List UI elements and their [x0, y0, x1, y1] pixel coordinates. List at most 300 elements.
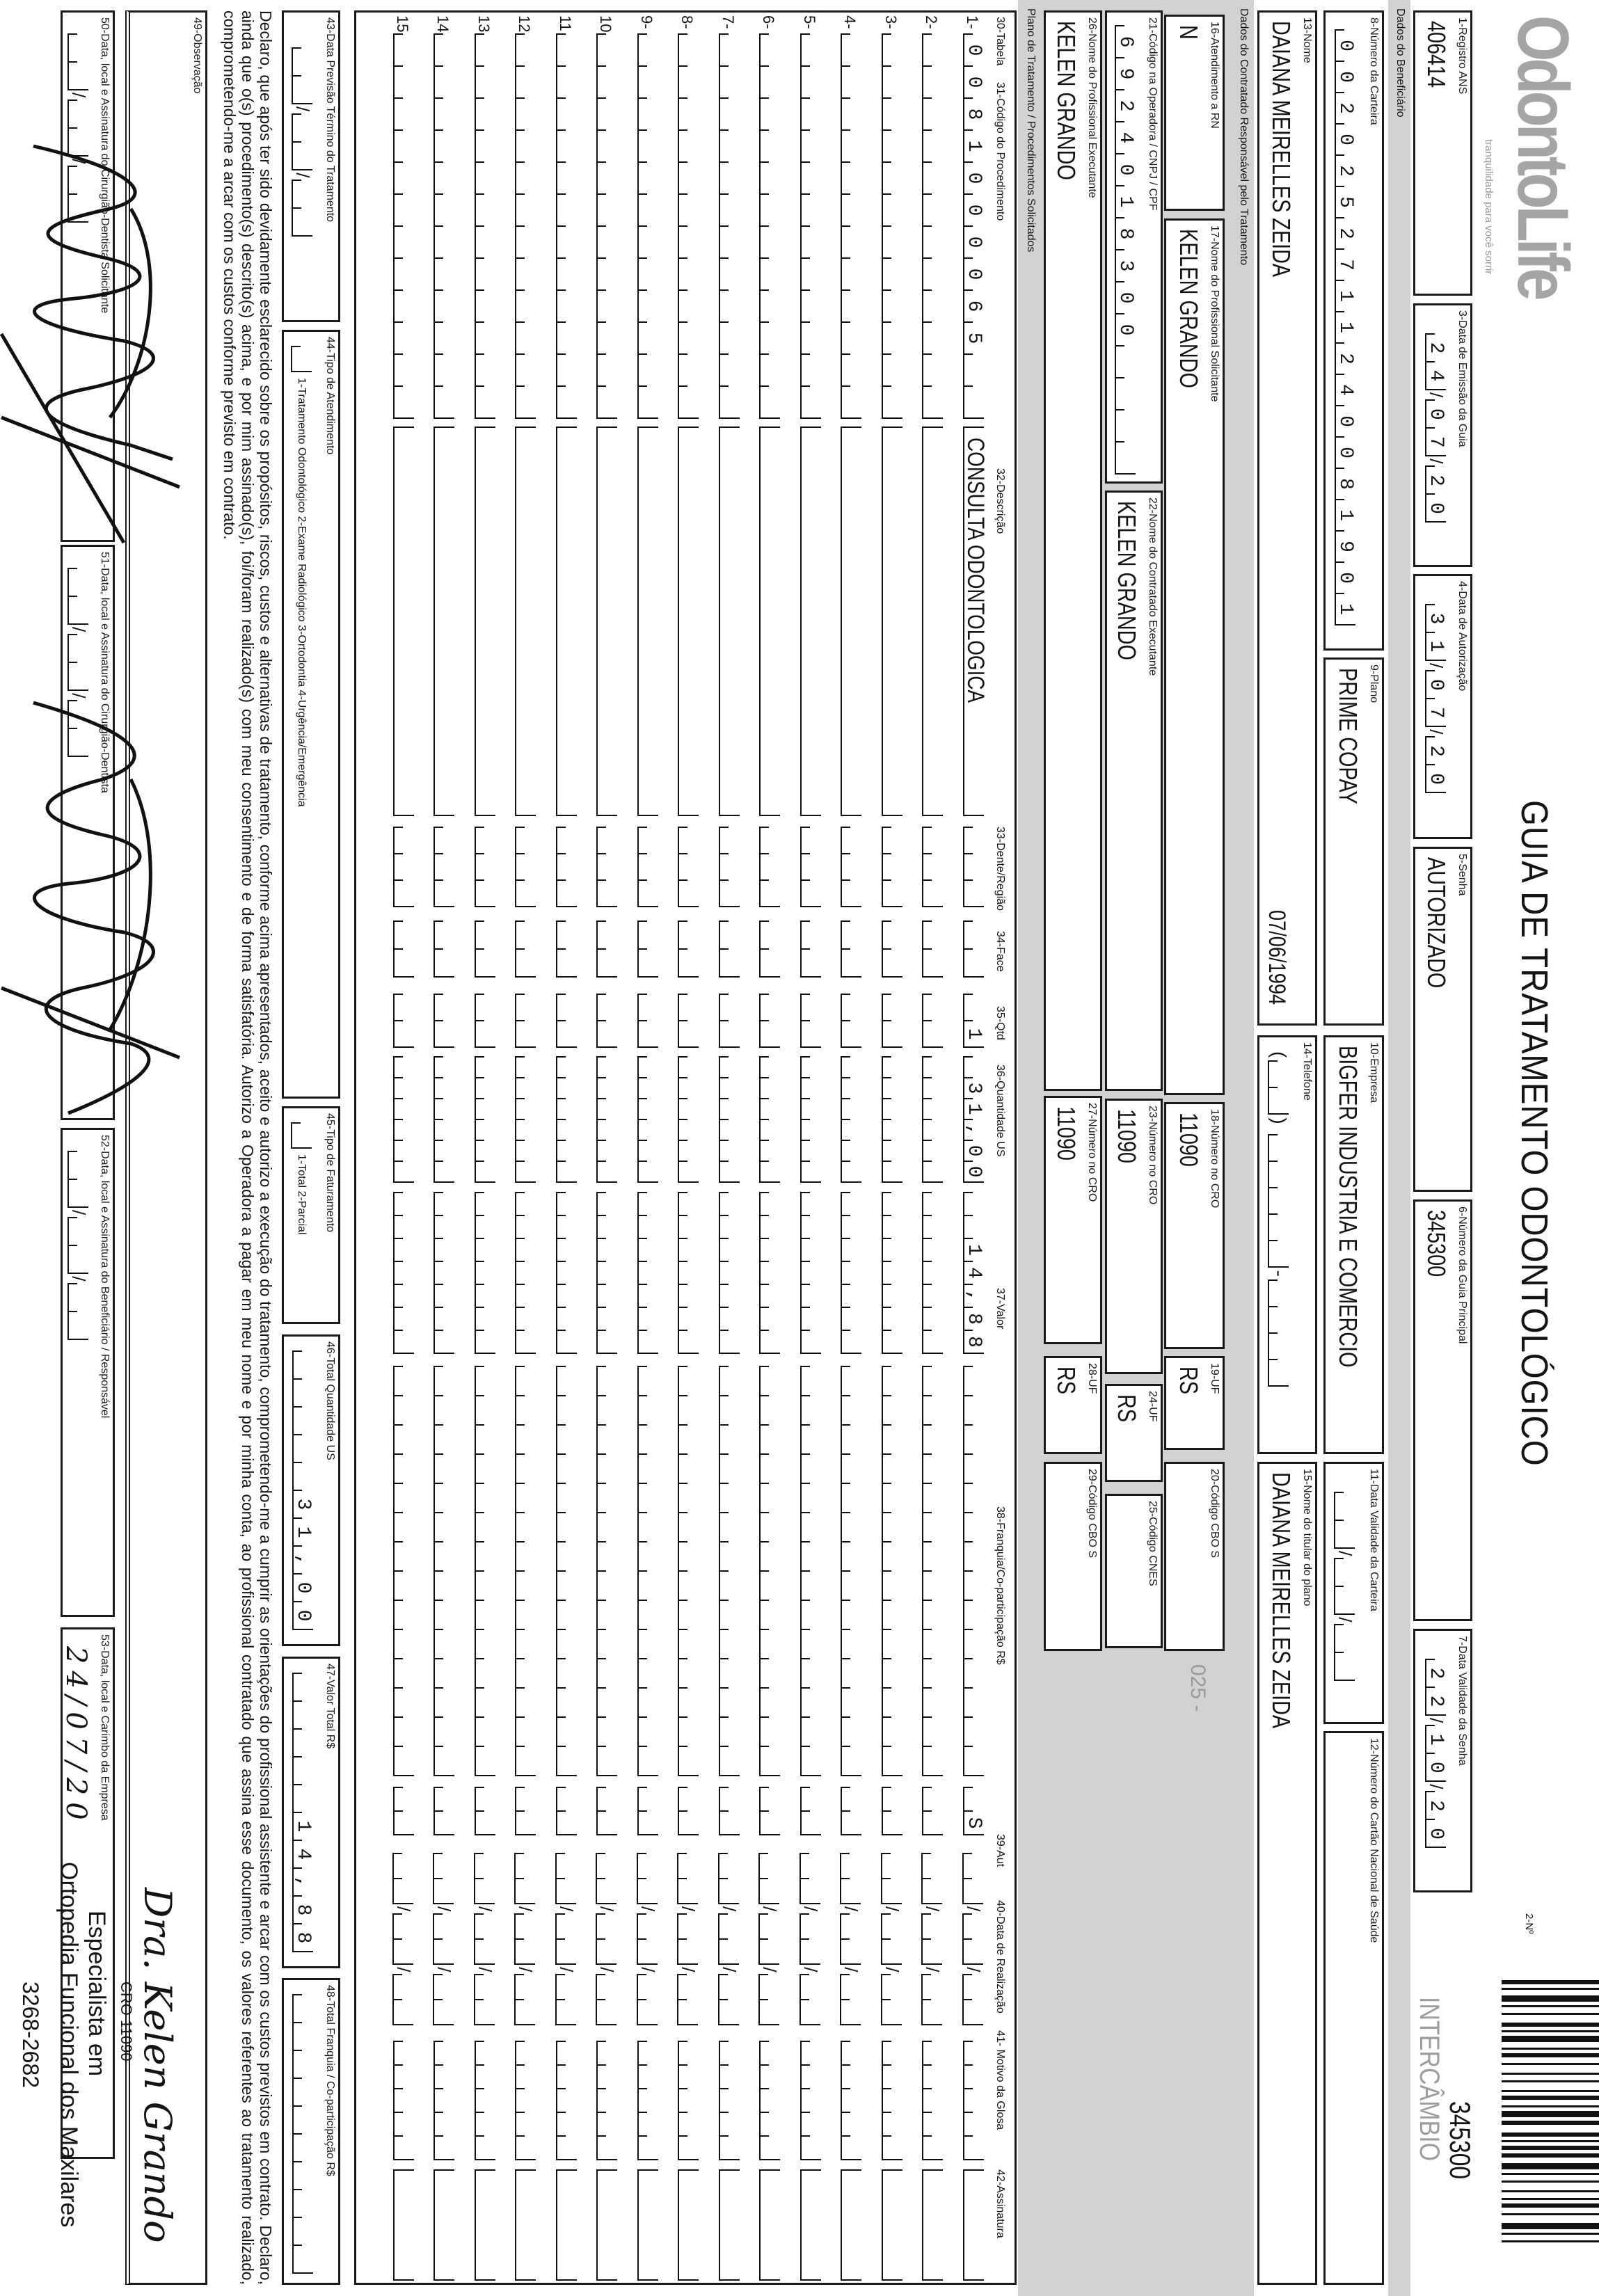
cro-prof-executante-field[interactable]: [1044, 1096, 1102, 1344]
cell-assinatura[interactable]: [597, 2169, 618, 2281]
field-label: 21-Código na Operadora / CNPJ / CPF: [1147, 17, 1159, 211]
cell-aut[interactable]: [597, 1787, 618, 1835]
cell-aut[interactable]: [719, 1787, 740, 1835]
cell-assinatura[interactable]: [516, 2169, 536, 2281]
cell-descricao[interactable]: [719, 426, 740, 816]
cell-descricao[interactable]: [760, 426, 781, 816]
cell-qtd[interactable]: [475, 994, 495, 1048]
codigo-operadora-field[interactable]: [1105, 10, 1163, 484]
cell-dente[interactable]: [637, 827, 658, 907]
cell-qtd[interactable]: [963, 994, 985, 1055]
cell-face[interactable]: [841, 920, 862, 978]
cell-descricao[interactable]: [393, 426, 414, 816]
cell-valor[interactable]: [678, 1192, 699, 1354]
cell-motivo[interactable]: [597, 2041, 618, 2160]
plano-field[interactable]: [1323, 657, 1384, 1026]
barcode: [1502, 1980, 1599, 2293]
barcode-bar: [1502, 2203, 1599, 2208]
cell-descricao[interactable]: [516, 426, 536, 816]
cell-dente[interactable]: [434, 827, 455, 907]
cell-aut[interactable]: [963, 1787, 985, 1841]
guia-principal-field[interactable]: [1413, 1199, 1472, 1621]
cell-face[interactable]: [556, 920, 577, 978]
cell-assinatura[interactable]: [800, 2169, 821, 2281]
col-header-codigo: 31-Código do Procedimento: [994, 82, 1006, 221]
cell-dente[interactable]: [760, 827, 781, 907]
assinatura-solicitante-field[interactable]: [61, 10, 115, 542]
cell-dente[interactable]: [719, 827, 740, 907]
cell-valor[interactable]: [719, 1192, 740, 1354]
field-label: 27-Número no CRO: [1086, 1103, 1098, 1202]
section-beneficiario: [1388, 0, 1410, 2296]
cell-dente[interactable]: [393, 827, 414, 907]
assinatura-executante-field[interactable]: [61, 545, 115, 1120]
cell-qtd[interactable]: [841, 994, 862, 1048]
barcode-bar: [1502, 2090, 1599, 2092]
cell-qtd_us[interactable]: [434, 1056, 455, 1183]
cell-descricao[interactable]: [923, 426, 944, 816]
cell-dente[interactable]: [516, 827, 536, 907]
cell-qtd_us[interactable]: [393, 1056, 414, 1183]
cell-descricao[interactable]: [882, 426, 902, 816]
cell-aut[interactable]: [475, 1787, 495, 1835]
cell-dente[interactable]: [923, 827, 944, 907]
cell-valor[interactable]: [882, 1192, 902, 1354]
cell-motivo[interactable]: [963, 2041, 984, 2160]
stamp-specialty-2: Ortopedia Funcional dos Maxilares: [56, 1862, 82, 2228]
cell-descricao[interactable]: [434, 426, 455, 816]
cell-face[interactable]: [678, 920, 699, 978]
cell-qtd_us[interactable]: [719, 1056, 740, 1183]
field-label: 48-Total Franquia / Co-participação R$: [324, 1985, 336, 2176]
cell-motivo[interactable]: [719, 2041, 740, 2160]
cell-data[interactable]: [596, 1853, 618, 2025]
cell-qtd[interactable]: [434, 994, 455, 1048]
cell-aut[interactable]: [923, 1787, 944, 1835]
cell-face[interactable]: [800, 920, 821, 978]
col-header-qtd: 35-Qtd: [994, 1006, 1006, 1040]
cell-data[interactable]: [678, 1853, 699, 2025]
cell-qtd[interactable]: [800, 994, 821, 1048]
cell-qtd_us[interactable]: [678, 1056, 699, 1183]
cell-motivo[interactable]: [800, 2041, 821, 2160]
barcode-bar: [1502, 2063, 1599, 2065]
cbo-executante-field[interactable]: [1044, 1462, 1102, 1651]
col-header-dente: 33-Dente/Região: [994, 827, 1006, 911]
cell-codigo[interactable]: [516, 33, 536, 419]
cell-codigo[interactable]: [475, 33, 495, 419]
stamp-specialty-1: Especialista em: [83, 1911, 110, 2077]
barcode-bar: [1502, 2105, 1599, 2107]
cell-data[interactable]: [922, 1853, 944, 2025]
senha-field[interactable]: [1413, 847, 1472, 1192]
cell-data[interactable]: [637, 1853, 658, 2025]
cell-face[interactable]: [475, 920, 495, 978]
cell-qtd_us[interactable]: [475, 1056, 495, 1183]
cell-value: 0081000065: [963, 44, 985, 365]
section-title: Dados do Contratado Responsável pelo Tratamento: [1238, 8, 1250, 266]
barcode-bar: [1502, 2190, 1599, 2192]
tipo-atendimento-input[interactable]: [291, 346, 312, 372]
field-value: 11090: [1175, 1113, 1203, 1167]
cell-dente[interactable]: [882, 827, 902, 907]
cell-qtd[interactable]: [882, 994, 902, 1048]
cell-face[interactable]: [760, 920, 781, 978]
tipo-atendimento-field[interactable]: [282, 330, 340, 1099]
field-label: 15-Nome do titular do plano: [1301, 1469, 1313, 1607]
field-value: 406414: [1422, 21, 1451, 88]
nome-field[interactable]: [1257, 10, 1317, 1026]
cell-motivo[interactable]: [678, 2041, 699, 2160]
cell-franquia[interactable]: [475, 1366, 495, 1776]
field-label: 6-Número da Guia Principal: [1456, 1206, 1468, 1344]
titular-field[interactable]: [1257, 1462, 1317, 2285]
row-number: 13: [475, 15, 493, 33]
validade-senha-field[interactable]: [1413, 1629, 1472, 1892]
cell-face[interactable]: [923, 920, 944, 978]
cell-assinatura[interactable]: [923, 2169, 944, 2281]
date-input[interactable]: [1425, 1659, 1447, 1856]
cell-qtd[interactable]: [637, 994, 658, 1048]
cell-data[interactable]: [392, 1853, 414, 2025]
cell-codigo[interactable]: [678, 33, 699, 419]
cell-qtd_us[interactable]: [963, 1056, 985, 1187]
field-label: 29-Código CBO S: [1086, 1469, 1098, 1558]
cell-aut[interactable]: [516, 1787, 536, 1835]
cell-motivo[interactable]: [516, 2041, 536, 2160]
data-emissao-field[interactable]: [1413, 303, 1472, 567]
cell-data[interactable]: [881, 1853, 902, 2025]
cell-descricao[interactable]: [841, 426, 862, 816]
cell-qtd[interactable]: [760, 994, 781, 1048]
cell-franquia[interactable]: [393, 1366, 414, 1776]
cell-motivo[interactable]: [882, 2041, 902, 2160]
cell-franquia[interactable]: [637, 1366, 658, 1776]
field-value: DAIANA MEIRELLES ZEIDA: [1267, 1472, 1296, 1729]
cell-motivo[interactable]: [760, 2041, 781, 2160]
cell-data[interactable]: [841, 1853, 862, 2025]
cell-motivo[interactable]: [841, 2041, 862, 2160]
cell-codigo[interactable]: [882, 33, 902, 419]
cell-data[interactable]: [474, 1853, 495, 2025]
cell-descricao[interactable]: [678, 426, 699, 816]
field-value: 6924018300: [1115, 35, 1136, 356]
cell-valor[interactable]: [556, 1192, 577, 1354]
cell-motivo[interactable]: [923, 2041, 944, 2160]
telefone-field[interactable]: [1257, 1035, 1317, 1454]
year: 20: [1425, 745, 1447, 802]
cell-face[interactable]: [963, 920, 984, 978]
contratado-executante-field[interactable]: [1105, 491, 1163, 1091]
cell-valor[interactable]: [637, 1192, 658, 1354]
field-label: 19-UF: [1209, 1363, 1220, 1394]
carteira-field[interactable]: [1323, 10, 1384, 651]
cell-assinatura[interactable]: [678, 2169, 699, 2281]
field-value: RS: [1113, 1394, 1141, 1423]
cell-franquia[interactable]: [882, 1366, 902, 1776]
cell-value: 14,88: [963, 1244, 985, 1360]
cell-qtd_us[interactable]: [841, 1056, 862, 1183]
row-number: 3-: [882, 15, 900, 29]
cell-dente[interactable]: [800, 827, 821, 907]
barcode-bar: [1502, 1988, 1599, 1990]
field-value: BIGFER INDUSTRIA E COMERCIO: [1334, 1046, 1362, 1368]
field-label: 7-Data Validade da Senha: [1456, 1636, 1468, 1766]
cell-aut[interactable]: [678, 1787, 699, 1835]
stamp-phone: 3268-2682: [18, 1982, 43, 2089]
field-value: 31,00: [292, 1498, 314, 1638]
field-value: 0020252711240081901: [1335, 40, 1356, 635]
cell-aut[interactable]: [841, 1787, 862, 1835]
month: 10: [1425, 1733, 1447, 1789]
date-input[interactable]: [1334, 1492, 1355, 1681]
cell-motivo[interactable]: [434, 2041, 455, 2160]
tipo-faturamento-field[interactable]: [282, 1106, 340, 1324]
cell-face[interactable]: [434, 920, 455, 978]
cns-field[interactable]: [1323, 1731, 1384, 2285]
cell-descricao[interactable]: [962, 426, 989, 816]
cro-executante-field[interactable]: [1105, 1099, 1163, 1374]
validade-carteira-field[interactable]: [1323, 1462, 1384, 1724]
cell-qtd[interactable]: [678, 994, 699, 1048]
cbo-solicitante-field[interactable]: [1164, 1462, 1225, 1651]
cell-assinatura[interactable]: [393, 2169, 414, 2281]
cell-assinatura[interactable]: [760, 2169, 781, 2281]
barcode-bar: [1502, 2080, 1599, 2082]
day: 24: [1425, 342, 1447, 398]
cell-codigo[interactable]: [597, 33, 618, 419]
cell-qtd[interactable]: [516, 994, 536, 1048]
cell-codigo[interactable]: [963, 33, 984, 419]
cell-valor[interactable]: [434, 1192, 455, 1354]
barcode-bar: [1502, 2036, 1599, 2042]
cell-assinatura[interactable]: [556, 2169, 577, 2281]
cell-motivo[interactable]: [393, 2041, 414, 2160]
total-qtd-us-field[interactable]: [282, 1334, 340, 1646]
field-label: 8-Número da Carteira: [1368, 17, 1380, 125]
cell-aut[interactable]: [760, 1787, 781, 1835]
barcode-bar: [1502, 1995, 1599, 2002]
cell-valor[interactable]: [923, 1192, 944, 1354]
cell-qtd[interactable]: [597, 994, 618, 1048]
cell-aut[interactable]: [800, 1787, 821, 1835]
cell-descricao[interactable]: [597, 426, 618, 816]
field-label: 47-Valor Total R$: [324, 1664, 336, 1749]
cell-data[interactable]: [515, 1853, 536, 2025]
cell-qtd[interactable]: [556, 994, 577, 1048]
cell-dente[interactable]: [678, 827, 699, 907]
profissional-executante-field[interactable]: [1044, 10, 1102, 1091]
field-label: 20-Código CBO S: [1209, 1469, 1220, 1558]
cell-descricao[interactable]: [475, 426, 495, 816]
cell-aut[interactable]: [434, 1787, 455, 1835]
cell-assinatura[interactable]: [434, 2169, 455, 2281]
col-header-assinatura: 42-Assinatura: [994, 2169, 1006, 2238]
assinatura-beneficiario-field[interactable]: [61, 1128, 115, 1617]
cell-valor[interactable]: [760, 1192, 781, 1354]
barcode-bar: [1502, 2030, 1599, 2032]
cell-descricao[interactable]: [637, 426, 658, 816]
cell-qtd_us[interactable]: [637, 1056, 658, 1183]
cell-qtd[interactable]: [719, 994, 740, 1048]
cell-codigo[interactable]: [393, 33, 414, 419]
cell-data[interactable]: [962, 1853, 984, 2025]
cell-value: 1: [963, 1028, 985, 1055]
date-input[interactable]: [1425, 333, 1447, 531]
cell-dente[interactable]: [475, 827, 495, 907]
cell-qtd[interactable]: [393, 994, 414, 1048]
date-input[interactable]: [292, 47, 313, 237]
cell-valor[interactable]: [963, 1192, 985, 1360]
cell-qtd_us[interactable]: [597, 1056, 618, 1183]
cell-franquia[interactable]: [516, 1366, 536, 1776]
uf-solicitante-field[interactable]: [1164, 1356, 1225, 1450]
field-label: 44-Tipo de Atendimento: [324, 337, 336, 455]
cell-valor[interactable]: [516, 1192, 536, 1354]
field-label: 43-Data Previsão Término do Tratamento: [324, 17, 336, 223]
procedures-table: [354, 10, 1017, 2285]
cell-qtd_us[interactable]: [923, 1056, 944, 1183]
cnes-field[interactable]: [1105, 1494, 1163, 1648]
cell-motivo[interactable]: [637, 2041, 658, 2160]
phone-input[interactable]: [1268, 1051, 1290, 1387]
cell-qtd_us[interactable]: [800, 1056, 821, 1183]
cell-franquia[interactable]: [963, 1366, 984, 1776]
cell-codigo[interactable]: [434, 33, 455, 419]
guide-type: INTERCÂMBIO: [1414, 1997, 1445, 2162]
cell-dente[interactable]: [556, 827, 577, 907]
cell-descricao[interactable]: [800, 426, 821, 816]
cell-franquia[interactable]: [841, 1366, 862, 1776]
cell-franquia[interactable]: [760, 1366, 781, 1776]
cell-motivo[interactable]: [475, 2041, 495, 2160]
valor-total-field[interactable]: [282, 1657, 340, 1968]
cell-assinatura[interactable]: [841, 2169, 862, 2281]
field-value: RS: [1175, 1366, 1203, 1395]
field-label: 18-Número no CRO: [1209, 1109, 1220, 1209]
cell-data[interactable]: [800, 1853, 821, 2025]
col-header-face: 34-Face: [994, 931, 1006, 972]
cell-codigo[interactable]: [637, 33, 658, 419]
cell-data[interactable]: [759, 1853, 781, 2025]
cell-descricao[interactable]: [556, 426, 577, 816]
cell-aut[interactable]: [882, 1787, 902, 1835]
row-number: 4-: [841, 15, 859, 29]
cell-dente[interactable]: [597, 827, 618, 907]
cell-qtd_us[interactable]: [760, 1056, 781, 1183]
cell-qtd_us[interactable]: [882, 1056, 902, 1183]
cell-value: CONSULTA ODONTOLOGICA: [962, 438, 989, 703]
cell-valor[interactable]: [800, 1192, 821, 1354]
cell-qtd[interactable]: [923, 994, 944, 1048]
registro-ans-field[interactable]: [1413, 10, 1472, 296]
guide-number-value: 345300: [1444, 2101, 1477, 2180]
cell-face[interactable]: [597, 920, 618, 978]
total-franquia-field[interactable]: [282, 1978, 340, 2285]
field-value: PRIME COPAY: [1334, 668, 1362, 804]
year: 20: [1425, 1800, 1447, 1856]
col-header-aut: 39-Aut: [994, 1834, 1006, 1867]
cell-valor[interactable]: [597, 1192, 618, 1354]
cell-assinatura[interactable]: [637, 2169, 658, 2281]
cell-data[interactable]: [433, 1853, 455, 2025]
page-title: GUIA DE TRATAMENTO ODONTOLÓGICO: [1513, 800, 1555, 1467]
field-label: 12-Número do Cartão Nacional de Saúde: [1368, 1738, 1380, 1943]
data-previsao-field[interactable]: [282, 10, 340, 322]
cell-valor[interactable]: [393, 1192, 414, 1354]
cell-franquia[interactable]: [556, 1366, 577, 1776]
row-number: 10: [597, 15, 615, 33]
cell-aut[interactable]: [556, 1787, 577, 1835]
cell-qtd_us[interactable]: [516, 1056, 536, 1183]
field-value: 345300: [1422, 1210, 1451, 1277]
barcode-bar: [1502, 2140, 1599, 2142]
cell-valor[interactable]: [475, 1192, 495, 1354]
cell-face[interactable]: [719, 920, 740, 978]
cell-codigo[interactable]: [719, 33, 740, 419]
field-value: KELEN GRANDO: [1175, 229, 1203, 388]
barcode-bar: [1502, 1980, 1599, 1984]
odontolife-logo: OdontoLife: [1502, 15, 1583, 298]
cell-franquia[interactable]: [678, 1366, 699, 1776]
cell-face[interactable]: [516, 920, 536, 978]
cell-data[interactable]: [718, 1853, 740, 2025]
date-input[interactable]: [1425, 604, 1447, 802]
uf-executante-field[interactable]: [1105, 1384, 1163, 1482]
cell-assinatura[interactable]: [475, 2169, 495, 2281]
cell-aut[interactable]: [637, 1787, 658, 1835]
field-label: 25-Código CNES: [1147, 1501, 1159, 1586]
uf-prof-executante-field[interactable]: [1044, 1356, 1102, 1454]
cro-solicitante-field[interactable]: [1164, 1102, 1225, 1349]
cell-assinatura[interactable]: [882, 2169, 902, 2281]
tipo-faturamento-input[interactable]: [291, 1122, 312, 1149]
cell-codigo[interactable]: [760, 33, 781, 419]
cell-codigo[interactable]: [841, 33, 862, 419]
field-label: 17-Nome do Profissional Solicitante: [1209, 225, 1220, 402]
cell-valor[interactable]: [841, 1192, 862, 1354]
cell-codigo[interactable]: [923, 33, 944, 419]
cell-qtd_us[interactable]: [556, 1056, 577, 1183]
atendimento-rn-field[interactable]: [1164, 15, 1225, 211]
cell-codigo[interactable]: [556, 33, 577, 419]
field-label: 23-Número no CRO: [1147, 1106, 1159, 1205]
cell-franquia[interactable]: [923, 1366, 944, 1776]
cell-franquia[interactable]: [434, 1366, 455, 1776]
cell-franquia[interactable]: [800, 1366, 821, 1776]
cell-aut[interactable]: [393, 1787, 414, 1835]
cell-face[interactable]: [882, 920, 902, 978]
cell-data[interactable]: [555, 1853, 577, 2025]
cell-assinatura[interactable]: [963, 2169, 984, 2281]
cell-motivo[interactable]: [556, 2041, 577, 2160]
barcode-bar: [1502, 2146, 1599, 2150]
barcode-bar: [1502, 2013, 1599, 2015]
section-title: Dados do Beneficiário: [1394, 8, 1406, 118]
cell-codigo[interactable]: [800, 33, 821, 419]
data-autorizacao-field[interactable]: [1413, 574, 1472, 839]
cell-franquia[interactable]: [597, 1366, 618, 1776]
cell-dente[interactable]: [841, 827, 862, 907]
profissional-solicitante-field[interactable]: [1164, 218, 1225, 1095]
cell-face[interactable]: [637, 920, 658, 978]
cell-face[interactable]: [393, 920, 414, 978]
empresa-field[interactable]: [1323, 1035, 1384, 1454]
cell-dente[interactable]: [963, 827, 984, 907]
cell-assinatura[interactable]: [719, 2169, 740, 2281]
cbo-note: 025 -: [1186, 1664, 1209, 1712]
cell-franquia[interactable]: [719, 1366, 740, 1776]
